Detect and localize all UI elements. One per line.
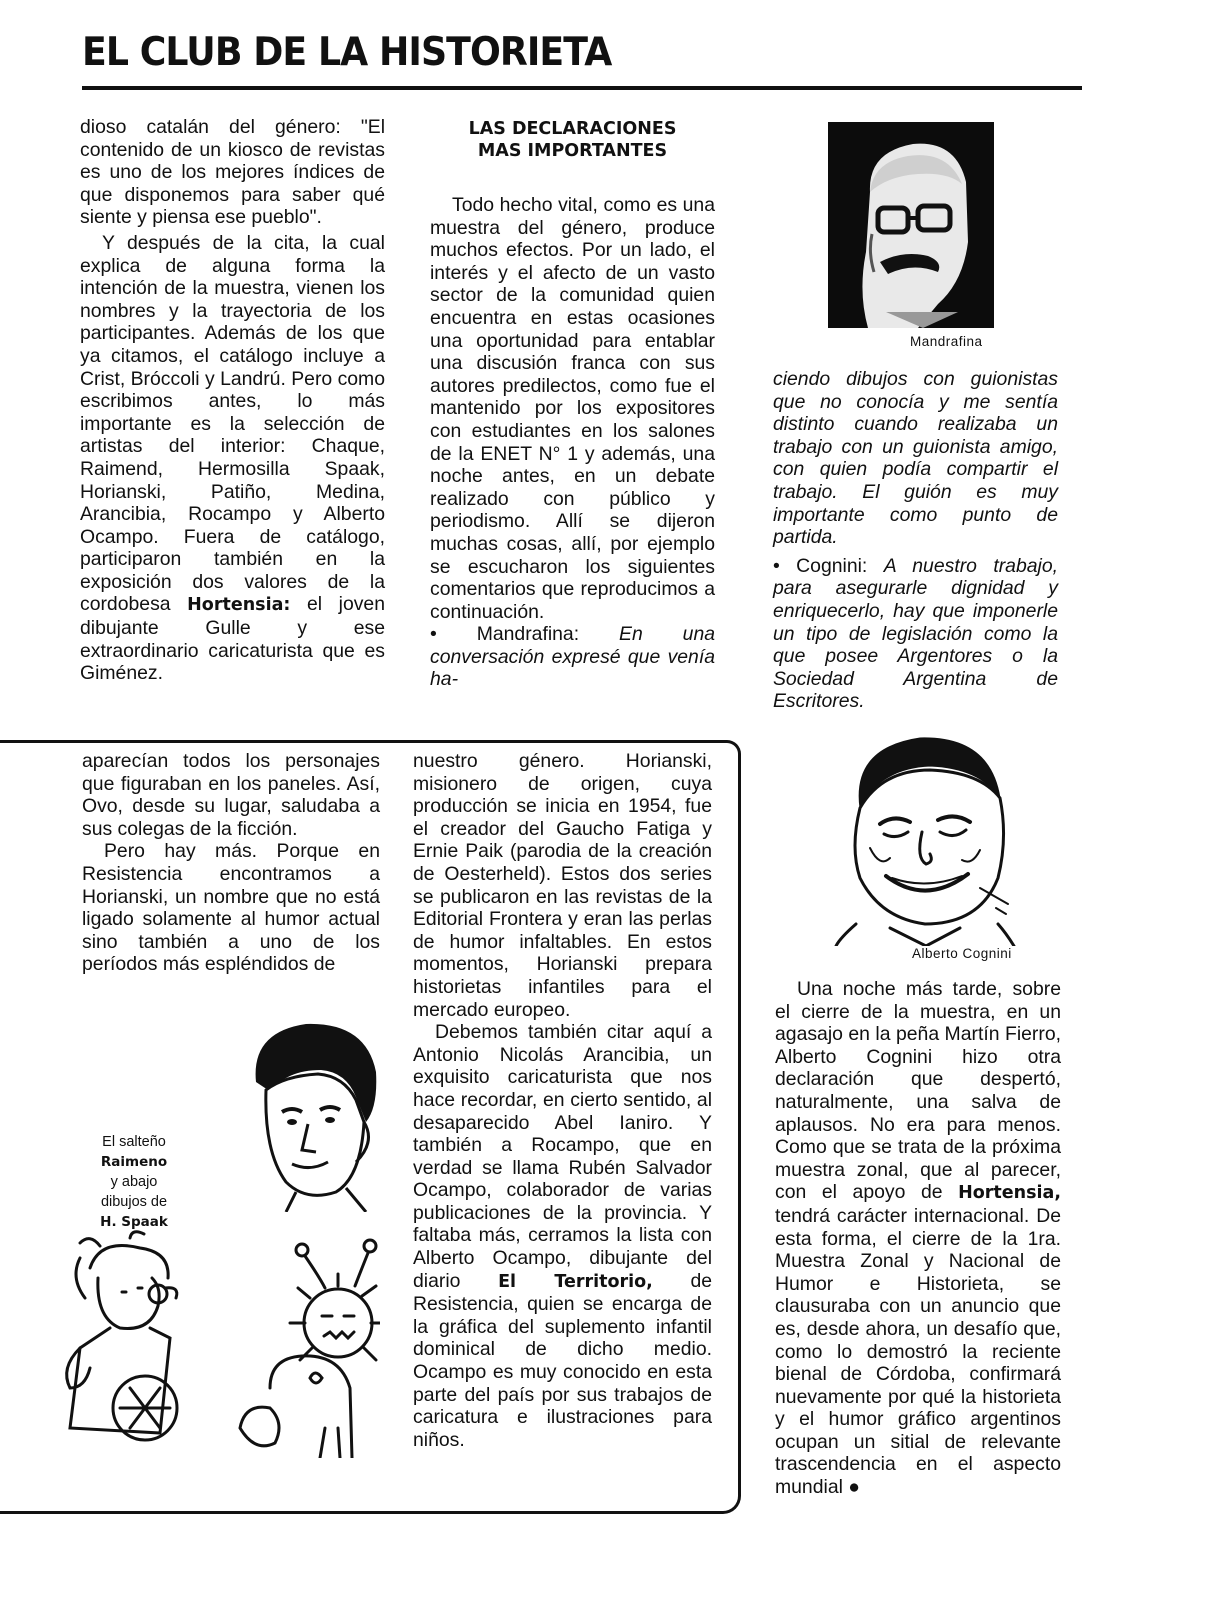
article-column-2: [430, 118, 715, 691]
publication-name: El Territorio,: [498, 1271, 653, 1292]
header-rule: [82, 86, 1082, 90]
box-column-2: [413, 750, 712, 1451]
paragraph: dioso catalán del género: "El contenido de un kiosco de revistas es uno de los mejores índices de que disponemos para saber qué siente y piensa ese pueblo".: [80, 116, 385, 229]
paragraph: Una noche más tarde, sobre el cierre de la muestra, en un agasajo en la peña Martín Fierro, Alberto Cognini hizo otra declaración que despertó, naturalmente, una salva de aplausos. No era para menos. Como que se trata de la próxima muestra zonal, que al parecer, con el apoyo de Hortensia, tendrá carácter internacional. De esta forma, el cierre de la 1ra. Muestra Zonal y Nacional de Humor e Historieta, se clausuraba con un anuncio que es, desde ahora, un desafío que, como lo demostró la reciente bienal de Córdoba, confirmará nuevamente por qué la historieta y el humor gráfico argentinos ocupan un sitial de relevante trascendencia en el aspecto mundial ●: [775, 978, 1061, 1499]
paragraph: Todo hecho vital, como es una muestra del género, produce muchos efectos. Por un lado, el interés y el afecto de un vasto sector de la comunidad quien encuentra en estas ocasiones una oportunidad para entablar una discusión franca con sus autores predilectos, como fue el mantenido por los expositores con estudiantes en los salones de la ENET N° 1 y además, una noche antes, en un debate realizado con público y periodismo. Allí se dijeron muchas cosas, allí, por ejemplo se escucharon los siguientes comentarios que reproducimos a continuación.: [430, 194, 715, 623]
paragraph: • Cognini: A nuestro trabajo, para asegurarle dignidad y enriquecerlo, hay que imponerle un tipo de legislación como la que posee Argentores o la Sociedad Argentina de Escritores.: [773, 554, 1058, 713]
publication-name: Hortensia:: [187, 595, 291, 616]
article-column-1: [80, 116, 385, 685]
box-column-1: [82, 750, 380, 976]
cognini-caricature: [830, 728, 1020, 946]
paragraph: ciendo dibujos con guionistas que no conocía y me sentía distinto cuando realizaba un trabajo con un guionista amigo, con quien podía compartir el trabajo. El guión es muy importante como punto de partida.: [773, 368, 1058, 549]
paragraph: Debemos también citar aquí a Antonio Nicolás Arancibia, un exquisito caricaturista que nos hace recordar, en cierto sentido, al desaparecido Abel Ianiro. Y también a Rocampo, que en verdad se llama Rubén Salvador Ocampo, colaborador de varias publicaciones de la provincia. Y faltaba más, cerramos la lista con Alberto Ocampo, dibujante del diario El Territorio, de Resistencia, quien se encarga de la gráfica del suplemento infantil dominical de dicho medio. Ocampo es muy conocido en esta parte del país por sus trabajos de caricatura e ilustraciones para niños.: [413, 1021, 713, 1451]
raimeno-caricature: [226, 1012, 386, 1212]
paragraph: nuestro género. Horianski, misionero de origen, cuya producción se inicia en 1954, fue el creador del Gaucho Fatiga y Ernie Paik (parodia de la creación de Oesterheld). Estos dos series se publicaron en las revistas de la Editorial Frontera y eran las perlas de humor infaltables. En estos momentos, Horianski prepara historietas infantiles para el mercado europeo.: [413, 750, 712, 1021]
article-column-3: [773, 368, 1058, 713]
mandrafina-photo: [828, 122, 994, 328]
paragraph: Y después de la cita, la cual explica de alguna forma la intención de la muestra, vienen los nombres y la trayectoria de los participantes. Además de los que ya citamos, el catálogo incluye a Crist, Bróccoli y Landrú. Pero como escribimos antes, lo más importante es la selección de artistas del interior: Chaque, Raimend, Hermosilla Spaak, Horianski, Patiño, Medina, Arancibia, Rocampo y Alberto Ocampo. Fuera de catálogo, participaron también en la exposición dos valores de la cordobesa Hortensia: el joven dibujante Gulle y ese extraordinario caricaturista que es Giménez.: [80, 231, 386, 685]
magazine-section-title: EL CLUB DE LA HISTORIETA: [82, 30, 612, 75]
paragraph: Pero hay más. Porque en Resistencia encontramos a Horianski, un nombre que no está ligado solamente al humor actual sino también a uno de los períodos más espléndidos de: [82, 840, 380, 976]
photo-caption: Mandrafina: [910, 334, 983, 349]
paragraph: • Mandrafina: En una conversación expresé que venía ha-: [430, 623, 716, 691]
article-column-3-bottom: [775, 978, 1061, 1499]
end-of-article-mark: ●: [848, 1476, 861, 1499]
section-heading: LAS DECLARACIONES MAS IMPORTANTES: [468, 119, 677, 161]
illustration-caption: El salteño Raimeno y abajo dibujos de H. Spaak: [100, 1134, 168, 1230]
paragraph: aparecían todos los personajes que figuraban en los paneles. Así, Ovo, desde su lugar, saludaba a sus colegas de la ficción.: [82, 750, 380, 840]
publication-name: Hortensia,: [958, 1183, 1061, 1204]
spaak-cartoon-drawings: [40, 1228, 380, 1458]
photo-caption: Alberto Cognini: [912, 946, 1012, 961]
